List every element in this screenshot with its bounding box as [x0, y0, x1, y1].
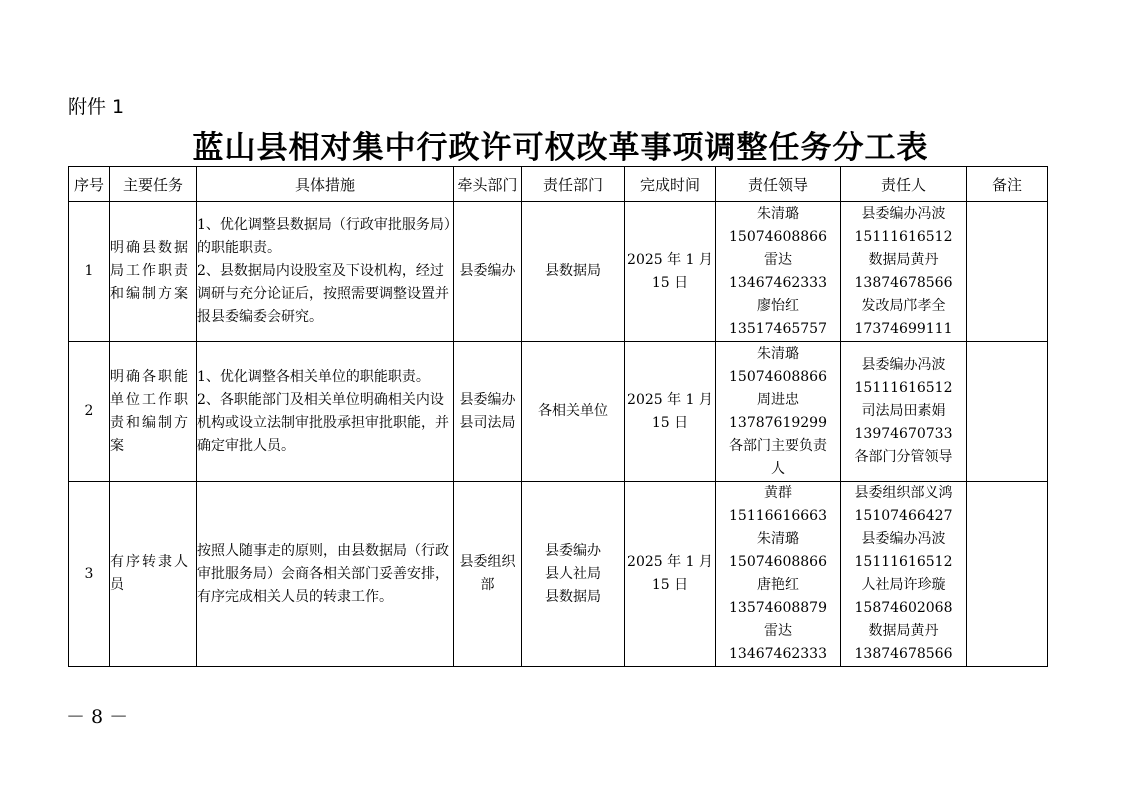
cell-notes — [967, 482, 1048, 667]
leader-line: 各部门主要负责 — [729, 437, 827, 454]
person-line: 县委编办冯波 — [861, 205, 946, 222]
cell-notes — [967, 342, 1048, 482]
person-line: 发改局邝孝全 — [861, 297, 946, 314]
page-title: 蓝山县相对集中行政许可权改革事项调整任务分工表 — [192, 130, 929, 166]
table-header-row — [69, 167, 1048, 202]
deadline-line: 15 日 — [651, 414, 689, 431]
leader-line: 13467462333 — [729, 274, 827, 291]
cell-persons — [841, 202, 967, 342]
person-line: 数据局黄丹 — [868, 623, 939, 639]
cell-lead-dept: 县委组织部 — [454, 482, 522, 667]
cell-measures — [197, 202, 454, 342]
leader-line: 雷达 — [764, 251, 792, 268]
cell-task: 有序转隶人员 — [110, 482, 197, 667]
cell-task: 明确县数据局工作职责和编制方案 — [110, 202, 197, 342]
attachment-label: 附件 1 — [68, 96, 125, 118]
person-line: 县委编办冯波 — [861, 531, 946, 547]
leader-line: 朱清璐 — [757, 345, 799, 362]
leader-line: 15074608866 — [729, 554, 827, 570]
header-task: 主要任务 — [110, 167, 197, 202]
cell-resp-dept: 各相关单位 — [522, 342, 625, 482]
cell-resp-dept: 县数据局 — [522, 202, 625, 342]
deadline-line: 2025 年 1 月 — [627, 251, 713, 268]
cell-leaders — [716, 202, 841, 342]
table-row — [69, 202, 1048, 342]
person-line: 13974670733 — [854, 426, 953, 442]
person-line: 15111616512 — [854, 228, 953, 245]
leader-line: 15116616663 — [729, 508, 827, 524]
cell-deadline — [625, 202, 716, 342]
person-line: 15874602068 — [854, 600, 953, 616]
cell-seq: 1 — [69, 202, 110, 342]
leader-line: 13787619299 — [729, 414, 827, 431]
measures-text: 按照人随事走的原则，由县数据局（行政审批服务局）会商各相关部门妥善安排，有序完成相关人员的转隶工作。 — [197, 542, 449, 605]
person-line: 15111616512 — [854, 554, 953, 570]
cell-persons — [841, 482, 967, 667]
leader-line: 13467462333 — [729, 646, 827, 662]
table-row — [69, 342, 1048, 482]
leader-line: 13574608879 — [729, 600, 827, 616]
person-line: 13874678566 — [854, 646, 953, 662]
cell-persons — [841, 342, 967, 482]
header-leaders: 责任领导 — [716, 167, 841, 202]
table-row — [69, 482, 1048, 667]
leader-line: 周进忠 — [757, 391, 799, 408]
cell-measures — [197, 482, 454, 667]
header-measures: 具体措施 — [197, 167, 454, 202]
deadline-line: 15 日 — [651, 577, 689, 593]
header-lead-dept: 牵头部门 — [454, 167, 522, 202]
cell-task: 明确各职能单位工作职责和编制方案 — [110, 342, 197, 482]
cell-measures — [197, 342, 454, 482]
person-line: 数据局黄丹 — [868, 251, 939, 268]
person-line: 人社局许珍璇 — [861, 577, 946, 593]
measures-text: 1、优化调整各相关单位的职能职责。 2、各职能部门及相关单位明确相关内设机构或设立法制审批股承担审批职能，并确定审批人员。 — [197, 368, 449, 454]
resp-dept-line: 县人社局 — [545, 565, 601, 582]
deadline-line: 2025 年 1 月 — [627, 554, 713, 570]
person-line: 县委组织部义鸿 — [854, 485, 953, 501]
cell-lead-dept — [454, 342, 522, 482]
header-deadline: 完成时间 — [625, 167, 716, 202]
cell-deadline — [625, 482, 716, 667]
lead-dept-line: 县委编办 — [459, 391, 516, 408]
cell-seq: 3 — [69, 482, 110, 667]
cell-notes — [967, 202, 1048, 342]
leader-line: 15074608866 — [729, 228, 827, 245]
cell-resp-dept — [522, 482, 625, 667]
header-notes: 备注 — [967, 167, 1048, 202]
resp-dept-line: 县数据局 — [545, 588, 601, 605]
leader-line: 雷达 — [764, 623, 792, 639]
leader-line: 15074608866 — [729, 368, 827, 385]
cell-leaders — [716, 482, 841, 667]
task-table — [68, 166, 1048, 667]
page-number: － 8 － — [66, 706, 129, 728]
header-resp-dept: 责任部门 — [522, 167, 625, 202]
measures-text: 1、优化调整县数据局（行政审批服务局）的职能职责。 2、县数据局内设股室及下设机构，经过调研与充分论证后，按照需要调整设置并报县委编委会研究。 — [197, 217, 451, 325]
leader-line: 人 — [771, 460, 785, 477]
lead-dept-line: 县司法局 — [459, 414, 516, 431]
person-line: 各部门分管领导 — [854, 449, 953, 465]
person-line: 县委编办冯波 — [861, 357, 946, 373]
deadline-line: 2025 年 1 月 — [627, 391, 713, 408]
resp-dept-line: 县委编办 — [545, 542, 601, 559]
person-line: 17374699111 — [854, 320, 953, 337]
cell-deadline — [625, 342, 716, 482]
leader-line: 朱清璐 — [757, 205, 799, 222]
person-line: 13874678566 — [854, 274, 953, 291]
leader-line: 廖怡红 — [757, 297, 799, 314]
leader-line: 13517465757 — [729, 320, 827, 337]
header-seq: 序号 — [69, 167, 110, 202]
leader-line: 朱清璐 — [757, 531, 799, 547]
person-line: 15111616512 — [854, 380, 953, 396]
person-line: 15107466427 — [854, 508, 953, 524]
cell-leaders — [716, 342, 841, 482]
deadline-line: 15 日 — [651, 274, 689, 291]
cell-lead-dept: 县委编办 — [454, 202, 522, 342]
header-persons: 责任人 — [841, 167, 967, 202]
leader-line: 黄群 — [764, 485, 792, 501]
leader-line: 唐艳红 — [757, 577, 799, 593]
cell-seq: 2 — [69, 342, 110, 482]
person-line: 司法局田素娟 — [861, 403, 946, 419]
